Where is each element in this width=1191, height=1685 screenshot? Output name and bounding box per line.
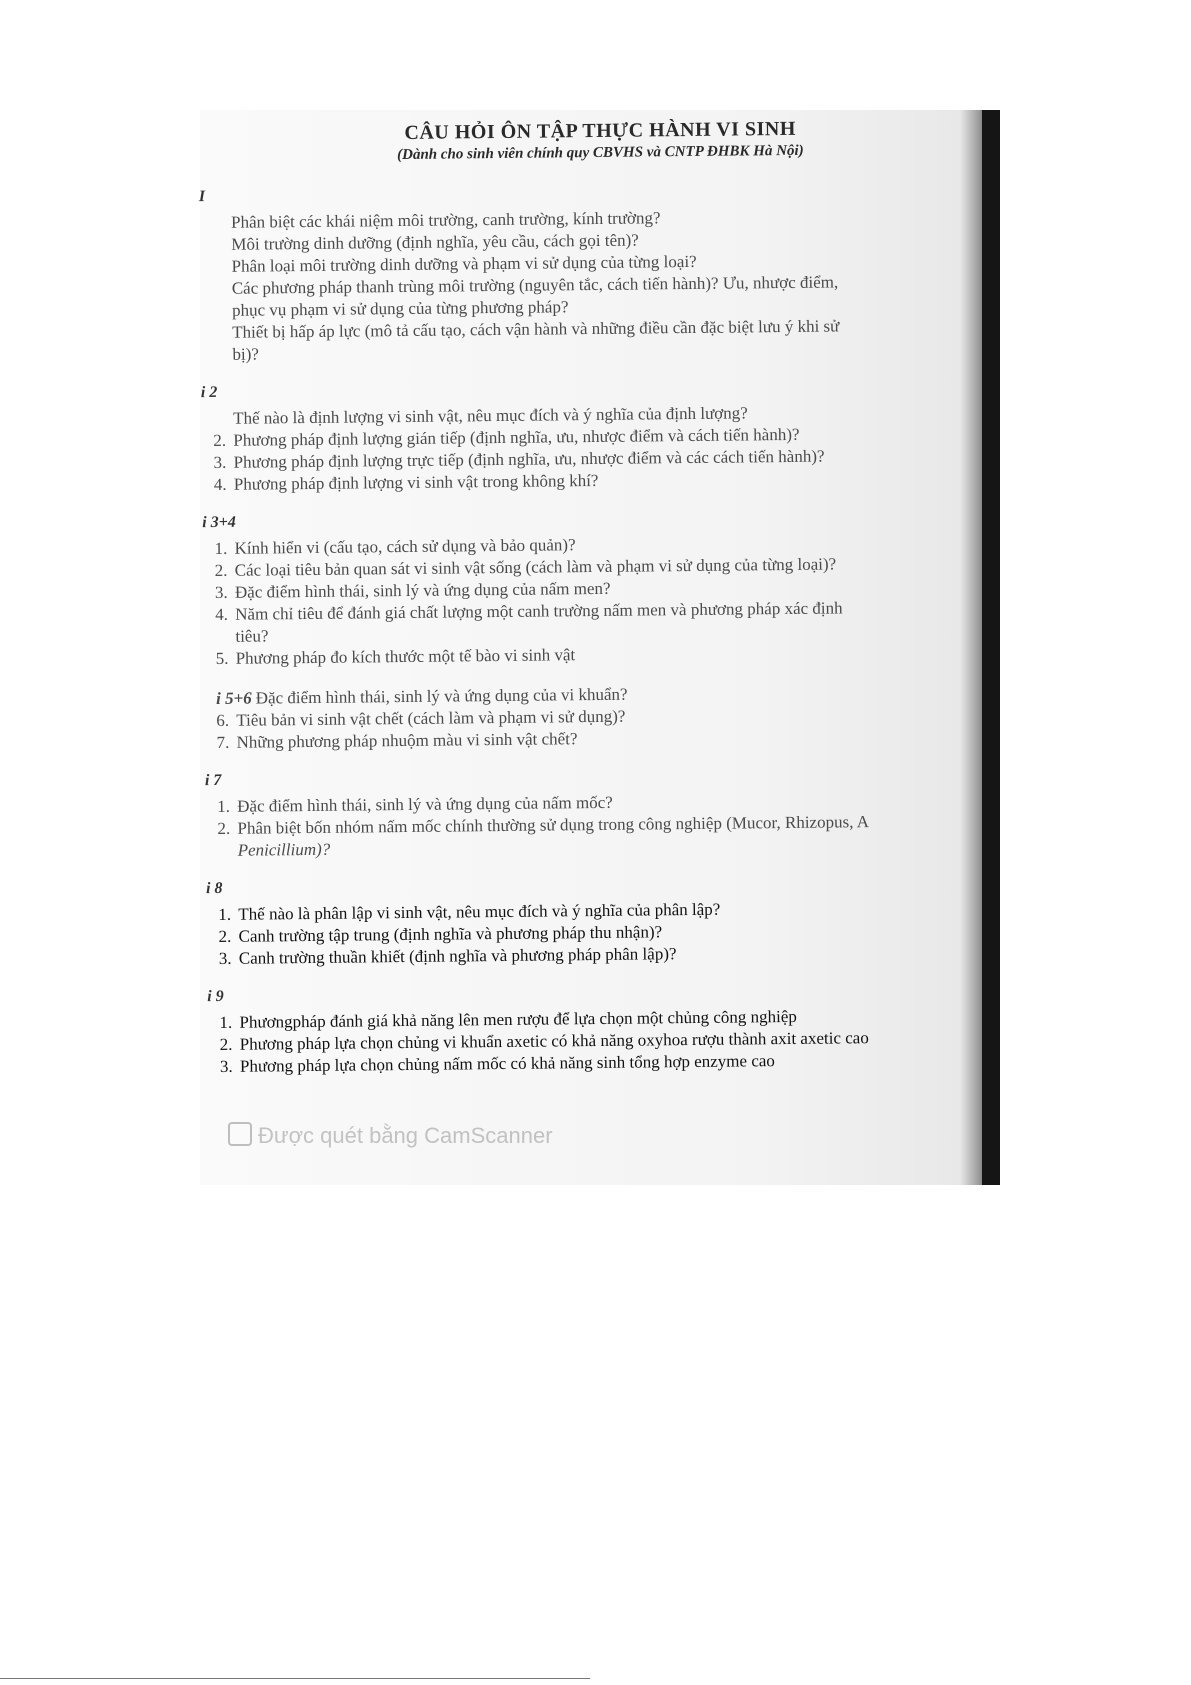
question-item: 5. Phương pháp đo kích thước một tế bào vi sinh vật <box>215 645 576 668</box>
question-item: Môi trường dinh dưỡng (định nghĩa, yêu cầu, cách gọi tên)? <box>231 230 639 254</box>
question-item: 3. Canh trường thuần khiết (định nghĩa và phương pháp phân lập)? <box>218 944 677 968</box>
question-item: 7. Những phương pháp nhuộm màu vi sinh vật chết? <box>216 729 578 752</box>
question-item: 1. Phươngpháp đánh giá khả năng lên men rượu để lựa chọn một chủng công nghiệp <box>219 1006 797 1032</box>
question-item: 1. Thế nào là phân lập vi sinh vật, nêu mục đích và ý nghĩa của phân lập? <box>218 899 721 924</box>
question-item: phục vụ phạm vi sử dụng của từng phương pháp? <box>231 297 569 320</box>
question-item: 6. Tiêu bản vi sinh vật chết (cách làm và phạm vi sử dụng)? <box>216 706 626 730</box>
footer-rule <box>0 1678 590 1679</box>
question-item: 1. Đặc điểm hình thái, sinh lý và ứng dụng của nấm mốc? <box>217 792 613 816</box>
camscanner-icon <box>228 1122 252 1146</box>
section-5-6 <box>216 680 997 754</box>
section-heading: i 7 <box>204 771 222 790</box>
section-2 <box>200 376 994 496</box>
question-item: bị)? <box>232 344 260 364</box>
section-heading: I <box>198 188 206 206</box>
document-page <box>198 110 1001 1178</box>
section-9 <box>207 980 1000 1078</box>
question-item: 4. Năm chỉ tiêu để đánh giá chất lượng một canh trường nấm men và phương pháp xác định <box>215 598 843 624</box>
question-item: 4. Phương pháp định lượng vi sinh vật trong không khí? <box>213 470 599 494</box>
question-item: Thiết bị hấp áp lực (mô tả cấu tạo, cách vận hành và những điều cần đặc biệt lưu ý khi sử <box>232 316 840 342</box>
section-inline-text: Đặc điểm hình thái, sinh lý và ứng dụng của vi khuẩn? <box>255 684 628 708</box>
question-item: tiêu? <box>235 626 269 646</box>
section-heading: i 9 <box>207 987 224 1006</box>
section-heading: i 3+4 <box>202 513 236 532</box>
question-item: 2. Phương pháp định lượng gián tiếp (định nghĩa, ưu, nhược điểm và cách tiến hành)? <box>213 424 800 450</box>
question-item: Thế nào là định lượng vi sinh vật, nêu mục đích và ý nghĩa của định lượng? <box>233 403 748 428</box>
document-title: CÂU HỎI ÔN TẬP THỰC HÀNH VI SINH <box>404 117 796 144</box>
document-subtitle: (Dành cho sinh viên chính quy CBVHS và CNTP ĐHBK Hà Nội) <box>397 142 804 164</box>
section-heading: i 5+6 <box>215 688 252 708</box>
section-8 <box>205 872 999 970</box>
question-item: Penicillium)? <box>237 839 331 860</box>
section-3-4 <box>202 506 996 670</box>
camscanner-watermark: Được quét bằng CamScanner <box>228 1122 553 1149</box>
question-item: 3. Đặc điểm hình thái, sinh lý và ứng dụng của nấm men? <box>214 578 611 602</box>
question-item: 2. Phương pháp lựa chọn chủng vi khuẩn axetic có khả năng oxyhoa rượu thành axit axetic cao <box>219 1028 869 1054</box>
section-1 <box>198 180 993 366</box>
question-item: 2. Canh trường tập trung (định nghĩa và phương pháp thu nhận)? <box>218 922 663 946</box>
question-item: Phân loại môi trường dinh dưỡng và phạm vi sử dụng của từng loại? <box>231 251 697 276</box>
section-heading: i 2 <box>200 383 218 402</box>
question-item: 3. Phương pháp lựa chọn chủng nấm mốc có khả năng sinh tổng hợp enzyme cao <box>219 1051 775 1076</box>
question-item: Phân biệt các khái niệm môi trường, canh trường, kính trường? <box>230 208 661 232</box>
question-item: Các phương pháp thanh trùng môi trường (nguyên tắc, cách tiến hành)? Ưu, nhược điểm, <box>231 272 839 298</box>
section-heading: i 8 <box>205 879 223 898</box>
question-item: 2. Phân biệt bốn nhóm nấm mốc chính thường sử dụng trong công nghiệp (Mucor, Rhizopus, A <box>217 812 870 838</box>
section-7 <box>204 764 998 862</box>
question-item: 2. Các loại tiêu bản quan sát vi sinh vật sống (cách làm và phạm vi sử dụng của từng loại)? <box>214 554 837 580</box>
question-item: 3. Phương pháp định lượng trực tiếp (định nghĩa, ưu, nhược điểm và các cách tiến hành)? <box>213 446 825 472</box>
question-item: 1. Kính hiển vi (cấu tạo, cách sử dụng và bảo quản)? <box>214 535 576 558</box>
